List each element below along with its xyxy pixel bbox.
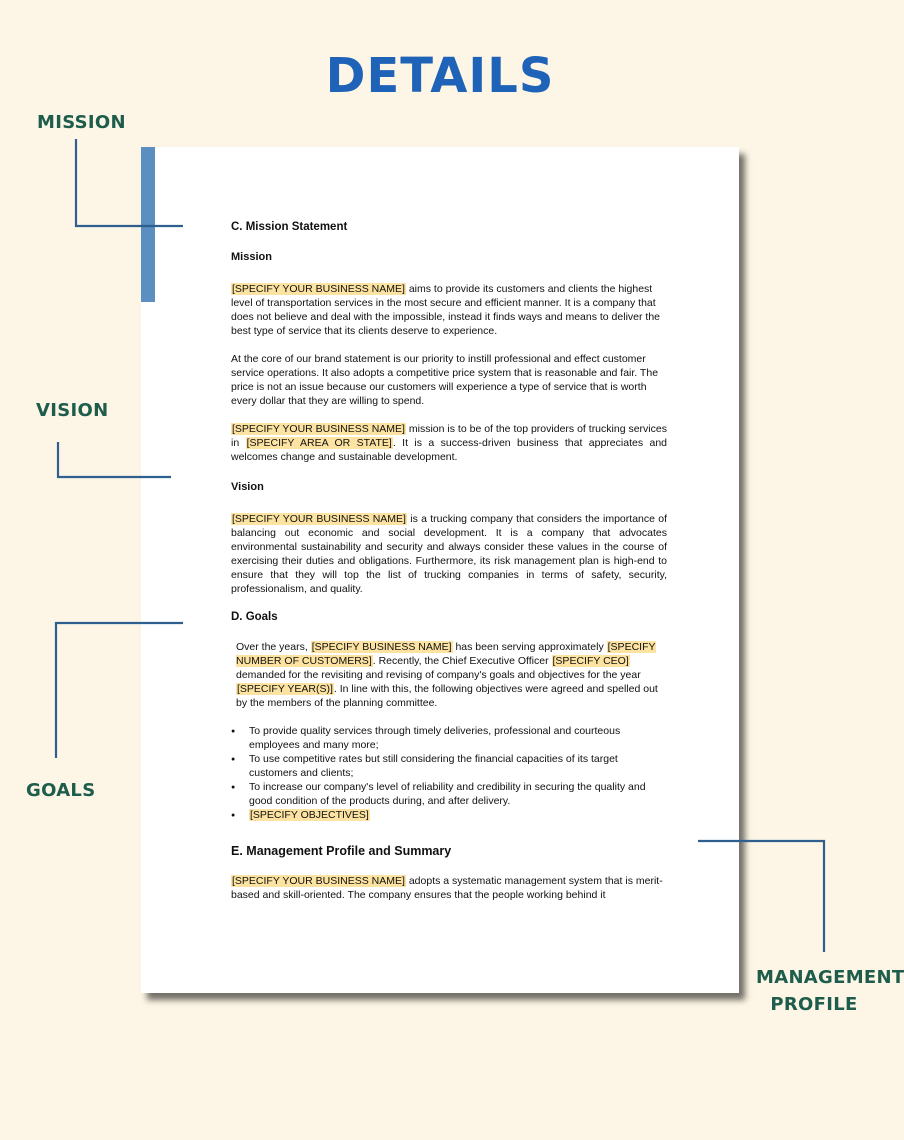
mission-heading: Mission bbox=[231, 251, 272, 263]
goals-list bbox=[231, 724, 667, 822]
goals-paragraph-1 bbox=[231, 640, 667, 710]
paragraph-text: . It is a success-driven business that appreciates and welcomes change and sustainable development. bbox=[231, 437, 667, 463]
callout-management-line1: MANAGEMENT bbox=[756, 967, 904, 988]
placeholder-highlight: [SPECIFY YEAR(S)] bbox=[237, 683, 333, 695]
section-e-heading: E. Management Profile and Summary bbox=[231, 844, 452, 858]
callout-goals: GOALS bbox=[26, 780, 96, 801]
mission-paragraph-1 bbox=[231, 282, 667, 338]
vision-heading: Vision bbox=[231, 481, 264, 493]
leader-goals bbox=[56, 623, 183, 758]
document-body bbox=[231, 220, 667, 916]
page-title: DETAILS bbox=[325, 48, 555, 104]
leader-management bbox=[698, 841, 824, 952]
vision-paragraph-1 bbox=[231, 512, 667, 596]
callout-vision: VISION bbox=[36, 400, 109, 421]
mission-paragraph-3 bbox=[231, 422, 667, 464]
paragraph-text: demanded for the revisiting and revising of company's goals and objectives for the year bbox=[236, 669, 641, 681]
paragraph-text: has been serving approximately bbox=[452, 641, 607, 653]
leader-vision bbox=[58, 442, 171, 477]
placeholder-highlight: [SPECIFY CEO] bbox=[552, 655, 629, 667]
placeholder-highlight: [SPECIFY YOUR BUSINESS NAME] bbox=[232, 423, 405, 435]
paragraph-text: mission is to be of the top providers of trucking services in bbox=[231, 423, 667, 449]
placeholder-highlight: [SPECIFY BUSINESS NAME] bbox=[311, 641, 452, 653]
leader-mission bbox=[76, 139, 183, 226]
placeholder-highlight: [SPECIFY YOUR BUSINESS NAME] bbox=[232, 513, 406, 525]
paragraph-text: Over the years, bbox=[236, 641, 311, 653]
management-paragraph-1 bbox=[231, 874, 667, 902]
paragraph-text: is a trucking company that considers the importance of balancing out economic and social development. It is a company that advocates environmental sustainability and security and always consider these values in the course of exercising their duties and obligations. Furthermore, its risk management plan is high-end to ensure that they will top the list of trucking companies in terms of safety, security, professionalism, and quality. bbox=[231, 513, 667, 595]
paragraph-text: aims to provide its customers and clients the highest level of transportation services in the most secure and efficient manner. It is a company that does not believe and deal with the impossible, instead it finds ways and means to deliver the best type of service that its clients deserve to experience. bbox=[231, 283, 661, 337]
mission-paragraph-2: At the core of our brand statement is our priority to instill professional and effect customer service operations. It also adopts a competitive price system that is reasonable and fair. The price is not an issue because our customers will experience a type of service that is worth every dollar that they are willing to spend. bbox=[231, 353, 659, 407]
list-item: ● To provide quality services through timely deliveries, professional and courteous employees and many more; bbox=[249, 724, 667, 752]
list-item bbox=[249, 808, 667, 822]
placeholder-highlight: [SPECIFY YOUR BUSINESS NAME] bbox=[232, 283, 405, 295]
list-item: ● To use competitive rates but still considering the financial capacities of its target customers and clients; bbox=[249, 752, 667, 780]
paragraph-text: . Recently, the Chief Executive Officer bbox=[372, 655, 552, 667]
section-c-heading: C. Mission Statement bbox=[231, 221, 348, 233]
placeholder-highlight: [SPECIFY AREA OR STATE] bbox=[246, 437, 392, 449]
placeholder-highlight: [SPECIFY NUMBER OF CUSTOMERS] bbox=[236, 641, 656, 667]
callout-management-line2: PROFILE bbox=[770, 994, 858, 1015]
paragraph-text: adopts a systematic management system that is merit-based and skill-oriented. The company ensures that the people working behind it bbox=[231, 875, 663, 901]
list-item: ● To increase our company's level of reliability and credibility in securing the quality and good condition of the products during, and after delivery. bbox=[249, 780, 667, 808]
section-d-heading: D. Goals bbox=[231, 611, 278, 623]
callout-mission: MISSION bbox=[37, 112, 126, 133]
placeholder-highlight: [SPECIFY YOUR BUSINESS NAME] bbox=[232, 875, 405, 887]
paragraph-text: . In line with this, the following objectives were agreed and spelled out by the members of the planning committee. bbox=[236, 683, 658, 709]
placeholder-highlight: [SPECIFY OBJECTIVES] bbox=[250, 809, 369, 821]
